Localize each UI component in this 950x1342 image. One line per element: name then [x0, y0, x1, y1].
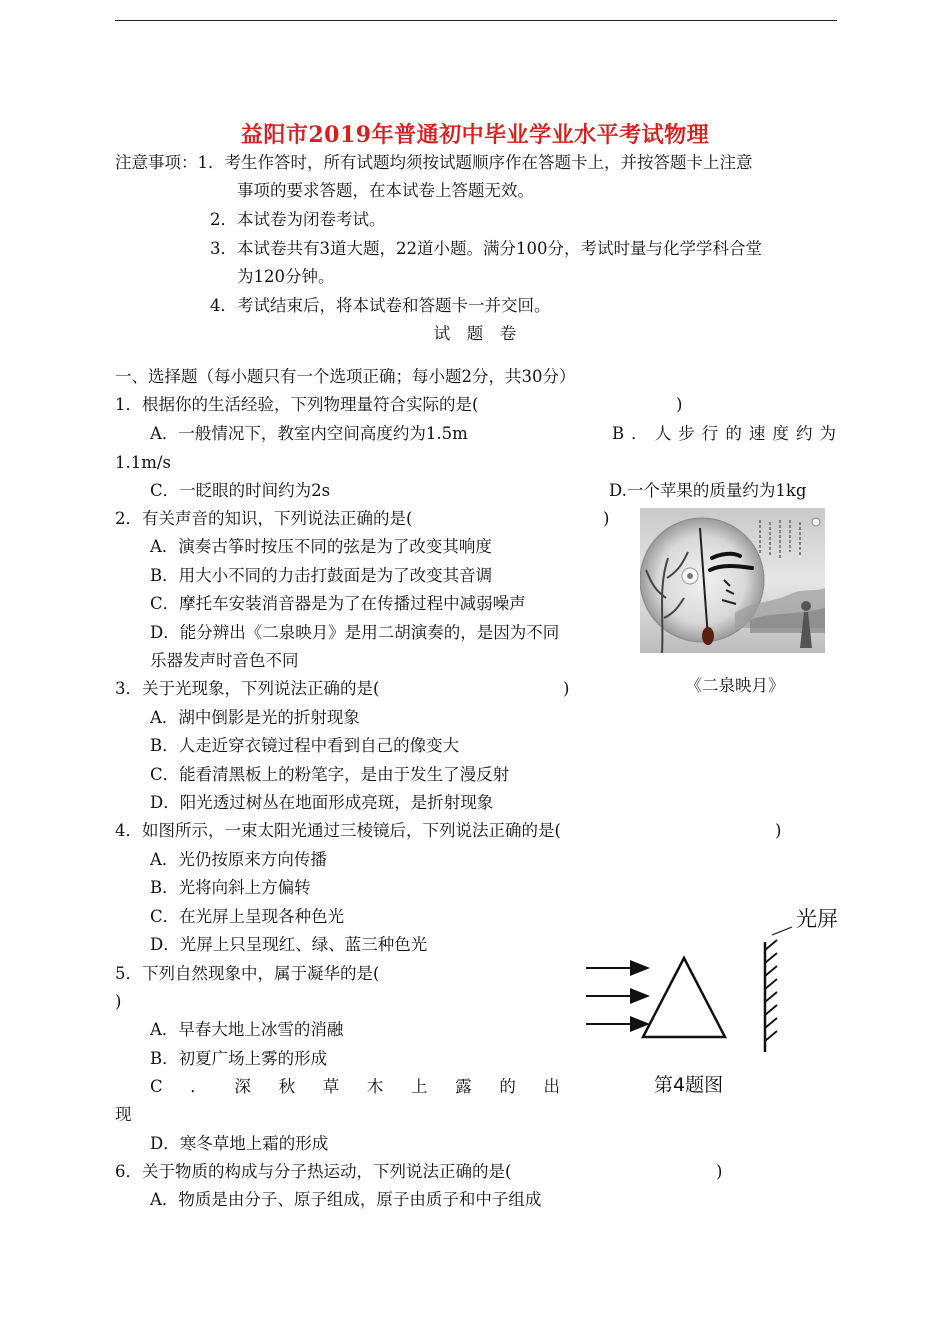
q5-option-c: C．深秋草木上露的出	[150, 1077, 560, 1096]
notice-item-1b: 事项的要求答题，在本试卷上答题无效。	[237, 181, 534, 200]
q2-option-c: C．摩托车安装消音器是为了在传播过程中减弱噪声	[150, 594, 526, 613]
q1-option-c: C．一眨眼的时间约为2s	[150, 481, 331, 500]
notice-label: 注意事项：	[115, 153, 198, 172]
q5-close-paren: )	[115, 992, 122, 1011]
figure-4-caption: 第4题图	[654, 1074, 724, 1096]
q1-option-a: A．一般情况下，教室内空间高度约为1.5m	[150, 424, 468, 443]
q2-stem: 2．有关声音的知识，下列说法正确的是(	[115, 509, 413, 528]
q2-option-d-cont: 乐器发声时音色不同	[150, 651, 299, 670]
notice-item-2: 2．本试卷为闭卷考试。	[210, 210, 386, 229]
q4-option-b: B．光将向斜上方偏转	[150, 878, 311, 897]
paper-heading: 试 题 卷	[433, 324, 517, 343]
prism-diagram	[580, 905, 845, 1100]
q4-option-c: C．在光屏上呈现各种色光	[150, 907, 345, 926]
q5-stem: 5．下列自然现象中，属于凝华的是(	[115, 964, 380, 983]
notice-item-1: 1．考生作答时，所有试题均须按试题顺序作在答题卡上，并按答题卡上注意	[197, 153, 753, 172]
notice-item-3b: 为120分钟。	[237, 267, 335, 286]
q6-option-a: A．物质是由分子、原子组成，原子由质子和中子组成	[150, 1190, 542, 1209]
q3-option-d: D．阳光透过树丛在地面形成亮斑，是折射现象	[150, 793, 494, 812]
notice-item-4: 4．考试结束后，将本试卷和答题卡一并交回。	[210, 296, 551, 315]
q3-option-a: A．湖中倒影是光的折射现象	[150, 708, 360, 727]
q4-stem: 4．如图所示，一束太阳光通过三棱镜后，下列说法正确的是(	[115, 821, 561, 840]
erquan-caption: 《二泉映月》	[685, 676, 785, 695]
q5-option-d: D．寒冬草地上霜的形成	[150, 1134, 329, 1153]
notice-item-3: 3．本试卷共有3道大题，22道小题。满分100分，考试时量与化学学科合堂	[210, 239, 762, 258]
q5-option-a: A．早春大地上冰雪的消融	[150, 1020, 344, 1039]
section-1-heading: 一、选择题（每小题只有一个选项正确；每小题2分，共30分）	[115, 367, 576, 386]
q6-close-paren: )	[716, 1162, 723, 1181]
q2-option-a: A．演奏古筝时按压不同的弦是为了改变其响度	[150, 537, 492, 556]
page-title: 益阳市2019年普通初中毕业学业水平考试物理	[240, 122, 710, 148]
q2-close-paren: )	[603, 509, 610, 528]
q4-close-paren: )	[775, 821, 782, 840]
q3-close-paren: )	[563, 679, 570, 698]
q2-option-d: D．能分辨出《二泉映月》是用二胡演奏的，是因为不同	[150, 623, 560, 642]
q1-stem: 1．根据你的生活经验，下列物理量符合实际的是(	[115, 395, 479, 414]
q3-option-b: B．人走近穿衣镜过程中看到自己的像变大	[150, 736, 460, 755]
q1-close-paren: )	[676, 395, 683, 414]
q5-option-b: B．初夏广场上雾的形成	[150, 1049, 328, 1068]
q3-stem: 3．关于光现象，下列说法正确的是(	[115, 679, 380, 698]
q1-option-b-cont: 1.1m/s	[115, 453, 171, 472]
header-rule	[115, 20, 837, 21]
notice-line-1	[115, 152, 753, 174]
q4-option-a: A．光仍按原来方向传播	[150, 850, 327, 869]
q1-option-b: B．人步行的速度约为	[612, 424, 836, 443]
q3-option-c: C．能看清黑板上的粉笔字，是由于发生了漫反射	[150, 765, 510, 784]
q6-stem: 6．关于物质的构成与分子热运动，下列说法正确的是(	[115, 1162, 512, 1181]
q2-option-b: B．用大小不同的力击打鼓面是为了改变其音调	[150, 566, 493, 585]
q4-option-d: D．光屏上只呈现红、绿、蓝三种色光	[150, 935, 428, 954]
q5-option-c-cont: 现	[115, 1105, 132, 1124]
screen-label: 光屏	[796, 907, 838, 931]
q1-option-d: D.一个苹果的质量约为1kg	[609, 481, 807, 500]
erquan-yingyue-illustration	[640, 508, 825, 653]
